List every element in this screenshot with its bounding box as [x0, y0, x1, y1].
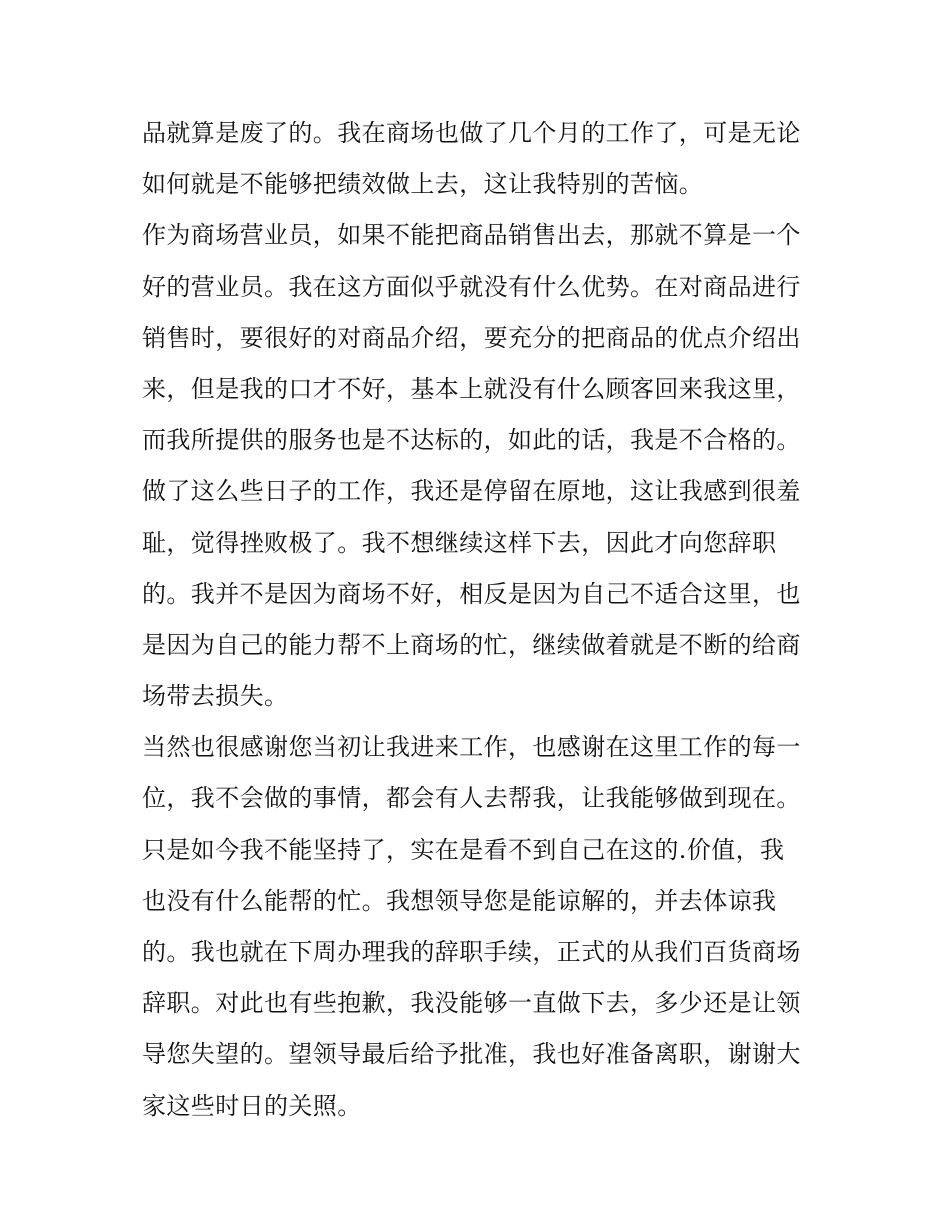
text-line: 而我所提供的服务也是不达标的，如此的话，我是不合格的。 — [142, 426, 801, 455]
text-line: 做了这么些日子的工作，我还是停留在原地，这让我感到很羞 — [142, 477, 801, 506]
text-line: 辞职。对此也有些抱歉，我没能够一直做下去，多少还是让领 — [142, 989, 801, 1018]
text-line: 导您失望的。望领导最后给予批准，我也好准备离职，谢谢大 — [142, 1040, 801, 1069]
text-line: 家这些时日的关照。 — [142, 1091, 362, 1120]
text-line: 如何就是不能够把绩效做上去，这让我特别的苦恼。 — [142, 170, 704, 199]
text-line: 场带去损失。 — [142, 682, 289, 711]
text-line: 的。我并不是因为商场不好，相反是因为自己不适合这里，也 — [142, 579, 801, 608]
body-text — [142, 108, 832, 1132]
text-line: 的。我也就在下周办理我的辞职手续，正式的从我们百货商场 — [142, 938, 801, 966]
text-line: 销售时，要很好的对商品介绍，要充分的把商品的优点介绍出 — [142, 323, 801, 352]
text-line: 位，我不会做的事情，都会有人去帮我，让我能够做到现在。 — [142, 784, 801, 813]
text-line: 耻，觉得挫败极了。我不想继续这样下去，因此才向您辞职 — [142, 528, 777, 557]
text-line: 是因为自己的能力帮不上商场的忙，继续做着就是不断的给商 — [142, 630, 801, 659]
text-line: 当然也很感谢您当初让我进来工作，也感谢在这里工作的每一 — [142, 733, 801, 762]
text-line: 来，但是我的口才不好，基本上就没有什么顾客回来我这里， — [142, 374, 801, 403]
text-line: 只是如今我不能坚持了，实在是看不到自己在这的.价值，我 — [142, 835, 785, 864]
text-line: 作为商场营业员，如果不能把商品销售出去，那就不算是一个 — [142, 221, 801, 250]
text-line: 好的营业员。我在这方面似乎就没有什么优势。在对商品进行 — [142, 272, 801, 301]
text-line: 品就算是废了的。我在商场也做了几个月的工作了，可是无论 — [142, 119, 801, 147]
text-line: 也没有什么能帮的忙。我想领导您是能谅解的，并去体谅我 — [142, 886, 777, 915]
